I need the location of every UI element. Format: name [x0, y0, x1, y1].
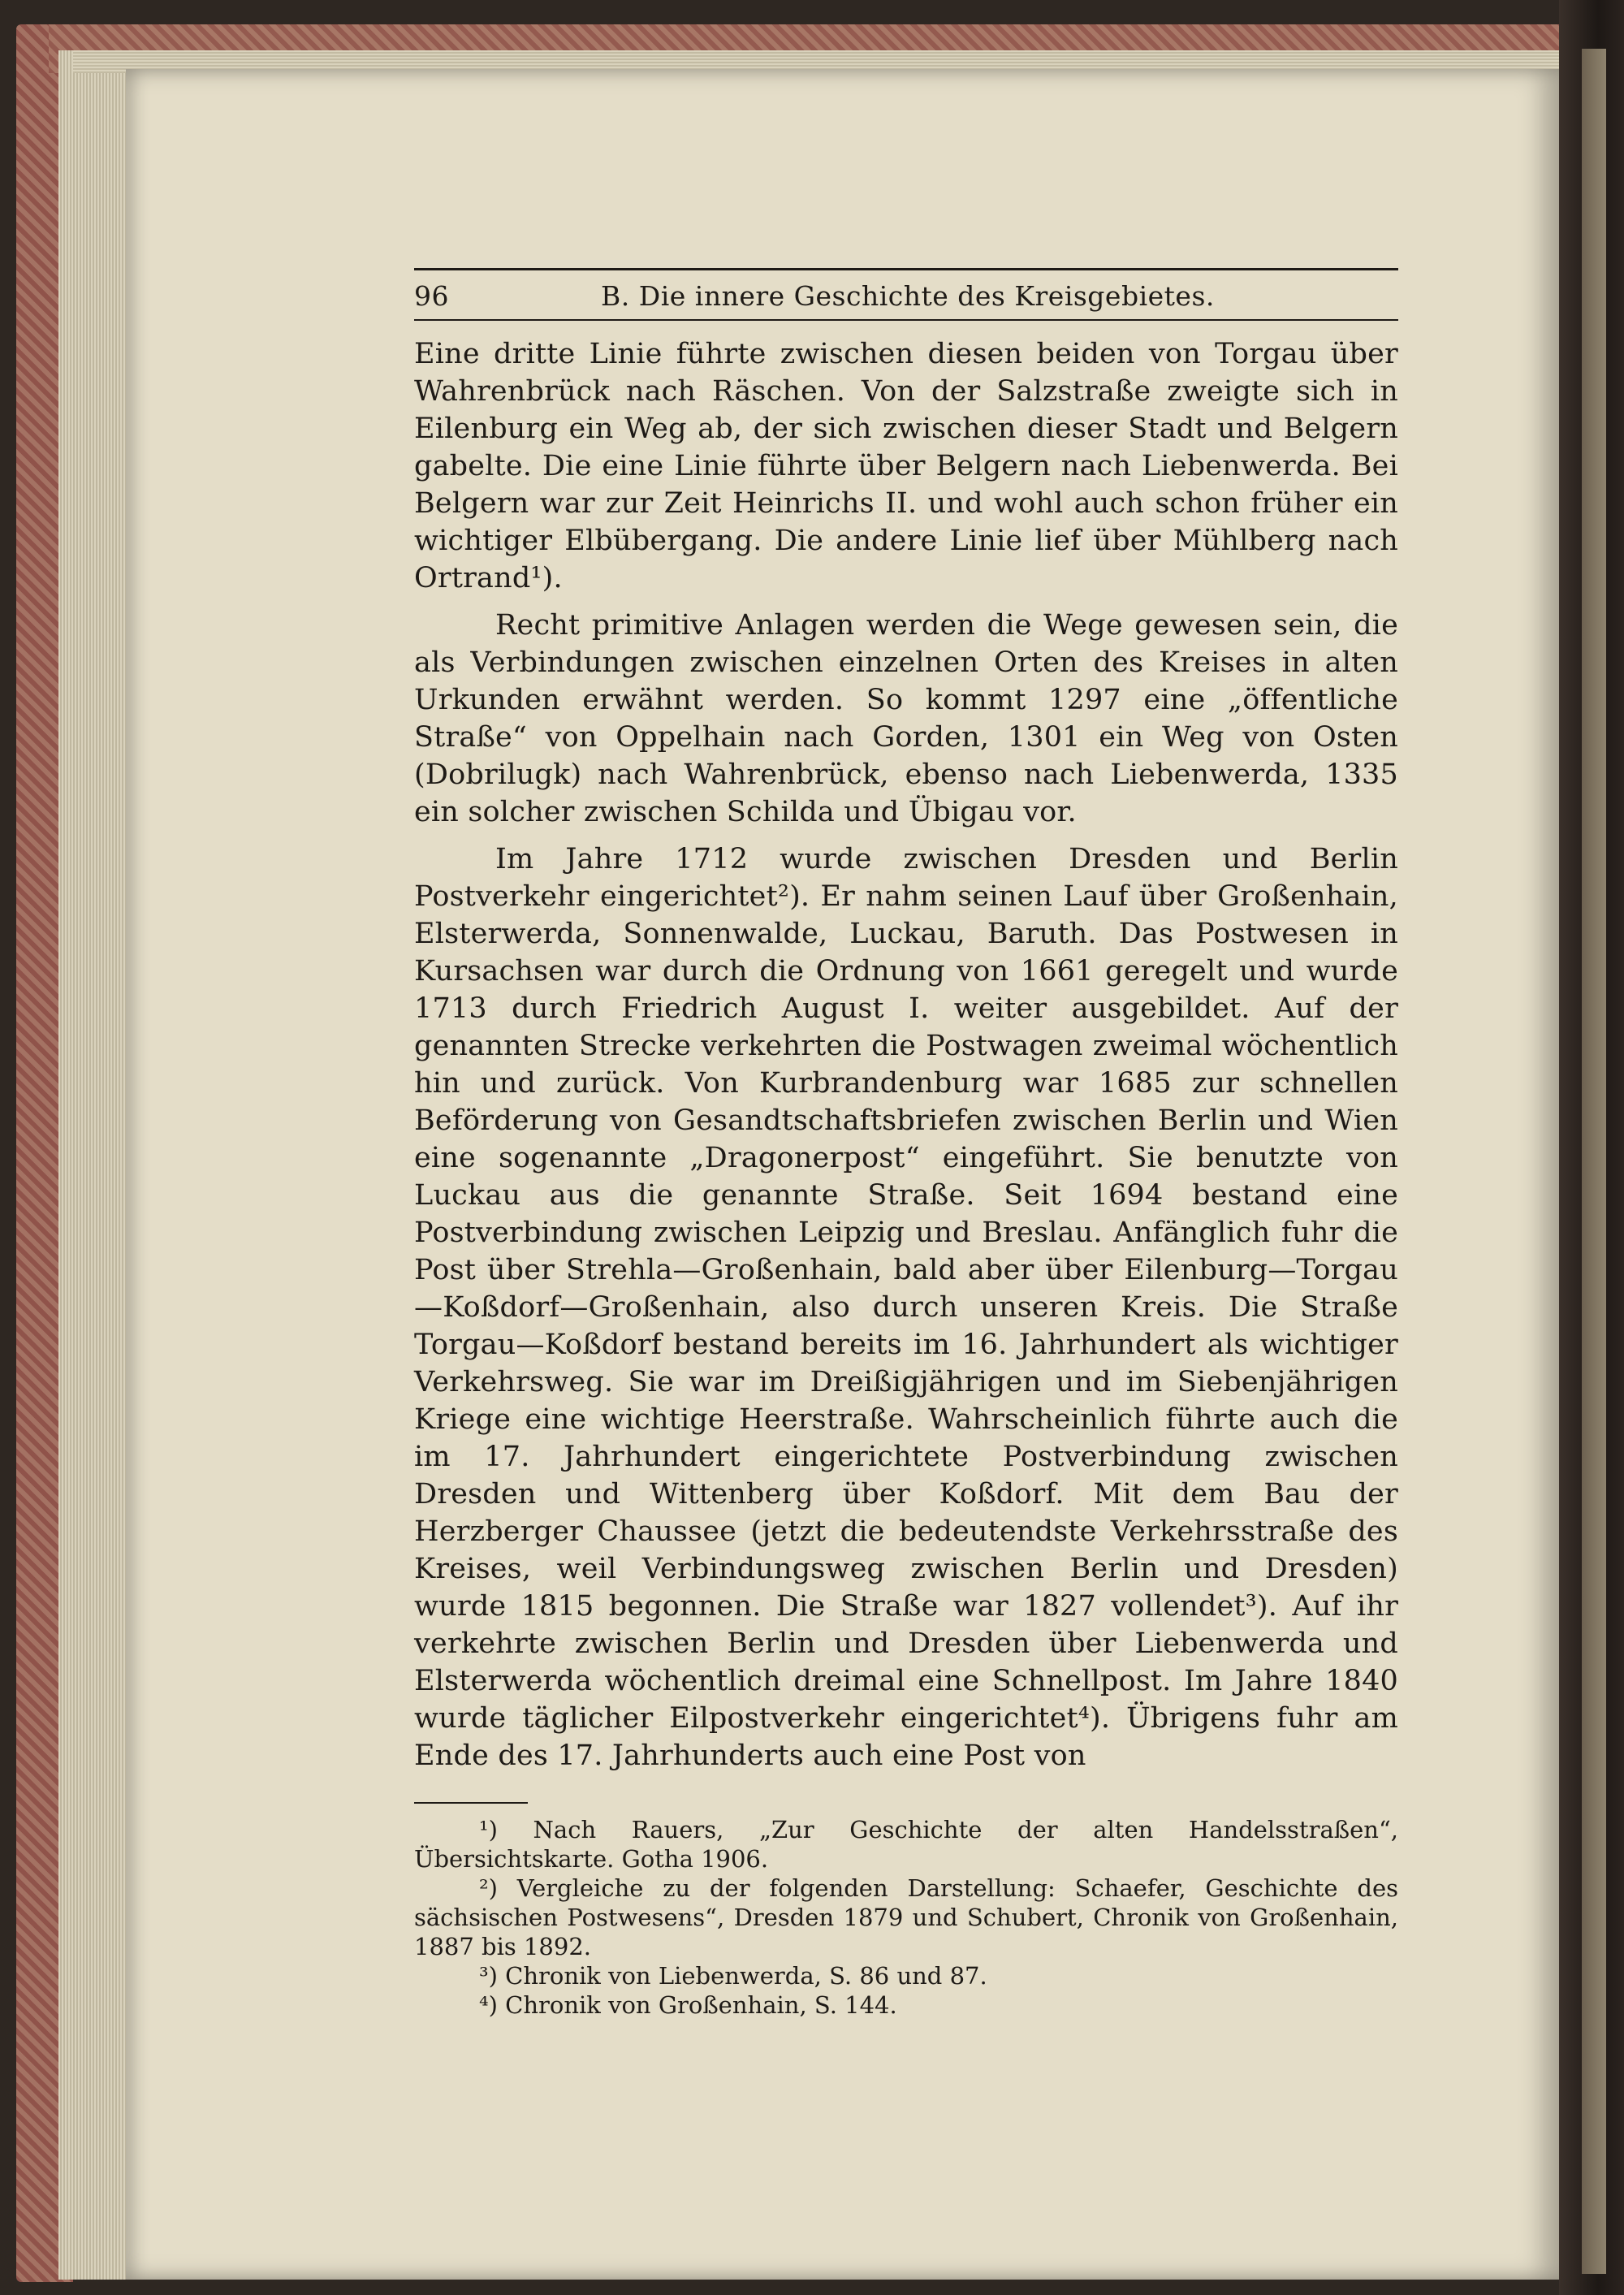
footnote: ²) Vergleiche zu der folgenden Darstellung: Schaefer, Geschichte des sächsischen Postwesens“, Dresden 1879 und Schubert, Chronik von Großenhain, 1887 bis 1892. [414, 1874, 1398, 1960]
page-header [414, 280, 1398, 314]
paragraph: Recht primitive Anlagen werden die Wege gewesen sein, die als Verbindungen zwischen einzelnen Orten des Kreises in alten Urkunden erwähnt werden. So kommt 1297 eine „öffentliche Straße“ von Oppelhain nach Gorden, 1301 ein Weg von Osten (Dobrilugk) nach Wahrenbrück, ebenso nach Liebenwerda, 1335 ein solcher zwischen Schilda und Übigau vor. [414, 609, 1398, 828]
paragraph: Im Jahre 1712 wurde zwischen Dresden und Berlin Postverkehr eingerichtet²). Er nahm seinen Lauf über Großenhain, Elsterwerda, Sonnenwalde, Luckau, Baruth. Das Postwesen in Kursachsen war durch die Ordnung von 1661 geregelt und wurde 1713 durch Friedrich August I. weiter ausgebildet. Auf der genannten Strecke verkehrten die Postwagen zweimal wöchentlich hin und zurück. Von Kurbrandenburg war 1685 zur schnellen Beförderung von Gesandtschaftsbriefen zwischen Berlin und Wien eine sogenannte „Dragonerpost“ eingeführt. Sie benutzte von Luckau aus die genannte Straße. Seit 1694 bestand eine Postverbindung zwischen Leipzig und Breslau. Anfänglich fuhr die Post über Strehla—Großenhain, bald aber über Eilenburg—Torgau—Koßdorf—Großenhain, also durch unseren Kreis. Die Straße Torgau—Koßdorf bestand bereits im 16. Jahrhundert als wichtiger Verkehrsweg. Sie war im Dreißigjährigen und im Siebenjährigen Kriege eine wichtige Heerstraße. Wahrscheinlich führte auch die im 17. Jahrhundert eingerichtete Postverbindung zwischen Dresden und Wittenberg über Koßdorf. Mit dem Bau der Herzberger Chaussee (jetzt die bedeutendste Verkehrsstraße des Kreises, weil Verbindungsweg zwischen Berlin und Dresden) wurde 1815 begonnen. Die Straße war 1827 vollendet³). Auf ihr verkehrte zwischen Berlin und Dresden über Liebenwerda und Elsterwerda wöchentlich dreimal eine Schnellpost. Im Jahre 1840 wurde täglicher Eilpostverkehr eingerichtet⁴). Übrigens fuhr am Ende des 17. Jahrhunderts auch eine Post von [414, 843, 1398, 1772]
footnote: ³) Chronik von Liebenwerda, S. 86 und 87. [479, 1962, 987, 1990]
body-text [414, 335, 1398, 1774]
footnote: ¹) Nach Rauers, „Zur Geschichte der alten Handelsstraßen“, Übersichtskarte. Gotha 1906. [414, 1816, 1398, 1873]
header-rule-top [414, 268, 1398, 270]
footnote-rule [414, 1802, 528, 1804]
running-head: B. Die innere Geschichte des Kreisgebietes. [601, 280, 1215, 312]
page-number: 96 [414, 280, 449, 312]
page-stack-edges [58, 50, 132, 2280]
header-rule-bottom [414, 319, 1398, 321]
paragraph: Eine dritte Linie führte zwischen diesen beiden von Torgau über Wahrenbrück nach Räschen. Von der Salzstraße zweigte sich in Eilenburg ein Weg ab, der sich zwischen dieser Stadt und Belgern gabelte. Die eine Linie führte über Belgern nach Liebenwerda. Bei Belgern war zur Zeit Heinrichs II. und wohl auch schon früher ein wichtiger Elbübergang. Die andere Linie lief über Mühlberg nach Ortrand¹). [414, 338, 1398, 594]
facing-page-sliver [1582, 49, 1606, 2274]
footnotes [414, 1815, 1398, 2020]
page-content [414, 268, 1398, 2020]
footnote: ⁴) Chronik von Großenhain, S. 144. [479, 1991, 897, 2019]
